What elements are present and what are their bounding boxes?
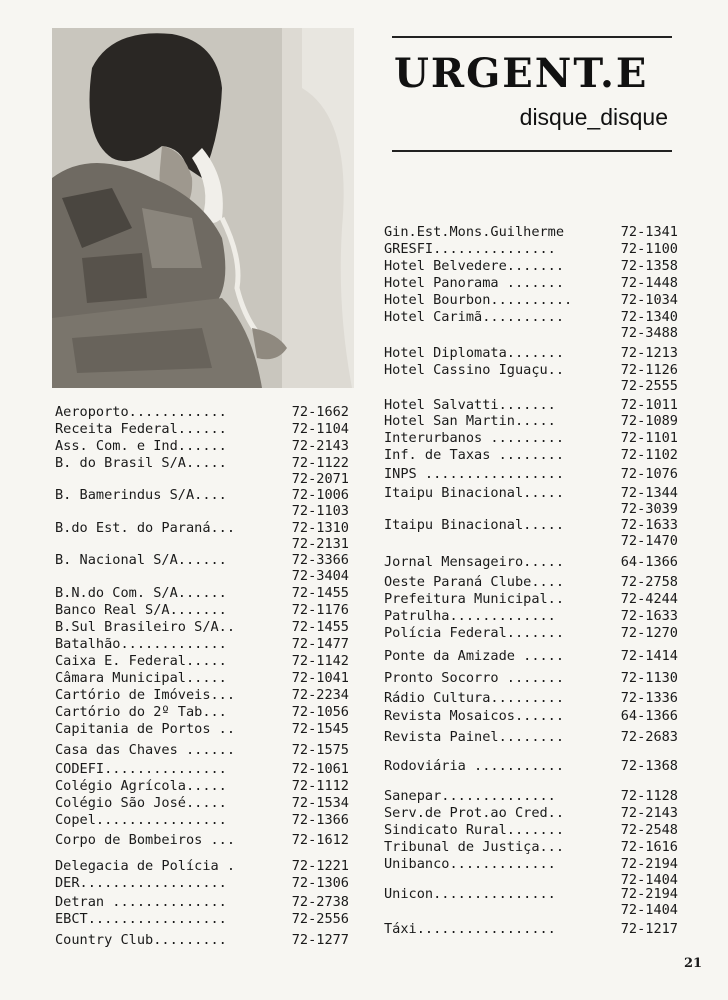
directory-entry — [384, 517, 678, 533]
entry-name: Patrulha............. — [384, 608, 556, 624]
entry-phone: 72-1213 — [620, 345, 678, 361]
entry-name: Ponte da Amizade ..... — [384, 648, 565, 664]
entry-phone: 72-1221 — [291, 858, 349, 874]
directory-entry — [55, 552, 349, 568]
entry-name: Hotel San Martin..... — [384, 413, 556, 429]
entry-name: Gin.Est.Mons.Guilherme — [384, 224, 565, 240]
directory-entry — [384, 648, 678, 664]
directory-entry — [384, 670, 678, 686]
entry-phone: 72-1612 — [291, 832, 349, 848]
directory-entry — [55, 619, 349, 635]
directory-entry — [384, 805, 678, 821]
entry-name: DER.................. — [55, 875, 227, 891]
entry-name: Hotel Bourbon.......... — [384, 292, 573, 308]
entry-name: Banco Real S/A....... — [55, 602, 227, 618]
directory-entry-extra-phone — [384, 501, 678, 517]
entry-name: Unicon............... — [384, 886, 556, 902]
directory-entry — [384, 574, 678, 590]
page-subtitle: disque_disque — [519, 104, 668, 130]
entry-phone: 72-1477 — [291, 636, 349, 652]
entry-name: Delegacia de Polícia . — [55, 858, 236, 874]
entry-phone: 72-1056 — [291, 704, 349, 720]
entry-name: Táxi................. — [384, 921, 556, 937]
directory-entry — [384, 397, 678, 413]
entry-name: Tribunal de Justiça... — [384, 839, 565, 855]
entry-phone: 72-1662 — [291, 404, 349, 420]
entry-name: Sanepar.............. — [384, 788, 556, 804]
directory-entry — [55, 894, 349, 910]
directory-entry — [384, 608, 678, 624]
entry-name: Rádio Cultura......... — [384, 690, 565, 706]
entry-phone: 72-1011 — [620, 397, 678, 413]
page-number: 21 — [684, 956, 703, 971]
directory-entry — [384, 485, 678, 501]
entry-name: Sindicato Rural....... — [384, 822, 565, 838]
entry-phone: 72-2758 — [620, 574, 678, 590]
entry-phone: 72-1101 — [620, 430, 678, 446]
directory-entry — [55, 911, 349, 927]
directory-entry — [55, 721, 349, 737]
entry-phone: 72-2555 — [620, 378, 678, 394]
directory-entry-extra-phone — [384, 378, 678, 394]
entry-phone: 72-1455 — [291, 585, 349, 601]
entry-name: Caixa E. Federal..... — [55, 653, 227, 669]
entry-phone: 72-2234 — [291, 687, 349, 703]
directory-entry — [384, 466, 678, 482]
entry-name: GRESFI............... — [384, 241, 556, 257]
entry-phone: 72-3366 — [291, 552, 349, 568]
entry-name: Revista Painel........ — [384, 729, 565, 745]
entry-name: Hotel Salvatti....... — [384, 397, 556, 413]
directory-entry-extra-phone — [384, 325, 678, 341]
entry-name: B.do Est. do Paraná... — [55, 520, 236, 536]
directory-entry — [384, 591, 678, 607]
entry-phone: 72-1126 — [620, 362, 678, 378]
directory-entry — [55, 795, 349, 811]
entry-name: B. Bamerindus S/A.... — [55, 487, 227, 503]
entry-name: Country Club......... — [55, 932, 227, 948]
directory-entry — [55, 636, 349, 652]
entry-phone: 72-1034 — [620, 292, 678, 308]
directory-entry-extra-phone — [55, 471, 349, 487]
entry-phone: 72-1176 — [291, 602, 349, 618]
entry-name: CODEFI............... — [55, 761, 227, 777]
directory-entry — [384, 856, 678, 872]
entry-name: Itaipu Binacional..... — [384, 517, 565, 533]
entry-phone: 72-1130 — [620, 670, 678, 686]
entry-name: Unibanco............. — [384, 856, 556, 872]
entry-phone: 72-1341 — [620, 224, 678, 240]
entry-name: Corpo de Bombeiros ... — [55, 832, 236, 848]
entry-phone: 72-1100 — [620, 241, 678, 257]
entry-phone: 72-1310 — [291, 520, 349, 536]
entry-name: Colégio Agrícola..... — [55, 778, 227, 794]
entry-name: Rodoviária ........... — [384, 758, 565, 774]
directory-entry — [384, 708, 678, 724]
entry-name: Aeroporto............ — [55, 404, 227, 420]
directory-entry — [55, 704, 349, 720]
directory-entry — [384, 430, 678, 446]
directory-entry — [384, 886, 678, 902]
directory-entry — [384, 292, 678, 308]
header-bottom-rule — [392, 150, 672, 152]
entry-phone: 64-1366 — [620, 708, 678, 724]
entry-name: Colégio São José..... — [55, 795, 227, 811]
header-top-rule — [392, 36, 672, 38]
entry-phone: 72-1122 — [291, 455, 349, 471]
directory-entry — [55, 687, 349, 703]
directory-entry-extra-phone — [384, 533, 678, 549]
entry-phone: 72-1089 — [620, 413, 678, 429]
entry-name: Pronto Socorro ....... — [384, 670, 565, 686]
directory-entry — [384, 625, 678, 641]
entry-phone: 72-1633 — [620, 517, 678, 533]
entry-name: Detran .............. — [55, 894, 227, 910]
entry-phone: 72-1633 — [620, 608, 678, 624]
directory-entry-extra-phone — [55, 568, 349, 584]
entry-name: Prefeitura Municipal.. — [384, 591, 565, 607]
directory-entry — [55, 742, 349, 758]
child-on-phone-photo — [52, 28, 354, 388]
directory-entry — [55, 520, 349, 536]
directory-entry — [384, 788, 678, 804]
directory-entry — [55, 858, 349, 874]
entry-name: Hotel Carimã.......... — [384, 309, 565, 325]
entry-phone: 72-1616 — [620, 839, 678, 855]
directory-entry — [384, 241, 678, 257]
entry-phone: 72-1545 — [291, 721, 349, 737]
entry-phone: 72-1006 — [291, 487, 349, 503]
entry-name: Inf. de Taxas ........ — [384, 447, 565, 463]
directory-entry — [55, 778, 349, 794]
directory-entry — [384, 729, 678, 745]
entry-name: Copel................ — [55, 812, 227, 828]
entry-phone: 72-1470 — [620, 533, 678, 549]
page-title: URGENT.E — [394, 50, 649, 97]
entry-phone: 72-1128 — [620, 788, 678, 804]
directory-entry — [384, 822, 678, 838]
entry-phone: 72-1076 — [620, 466, 678, 482]
entry-phone: 72-2143 — [291, 438, 349, 454]
entry-phone: 72-1041 — [291, 670, 349, 686]
directory-entry-extra-phone — [55, 536, 349, 552]
directory-entry — [384, 413, 678, 429]
directory-entry — [384, 447, 678, 463]
entry-name: Capitania de Portos .. — [55, 721, 236, 737]
directory-entry — [55, 602, 349, 618]
entry-name: Hotel Panorama ....... — [384, 275, 565, 291]
directory-entry — [384, 690, 678, 706]
entry-phone: 72-2194 — [620, 856, 678, 872]
entry-phone: 72-1344 — [620, 485, 678, 501]
directory-entry — [384, 224, 678, 240]
directory-entry — [55, 812, 349, 828]
entry-name: Revista Mosaicos...... — [384, 708, 565, 724]
directory-entry — [384, 309, 678, 325]
entry-phone: 72-1103 — [291, 503, 349, 519]
entry-phone: 72-1270 — [620, 625, 678, 641]
entry-phone: 72-1404 — [620, 902, 678, 918]
entry-name: Hotel Diplomata....... — [384, 345, 565, 361]
entry-phone: 72-1414 — [620, 648, 678, 664]
entry-phone: 72-1366 — [291, 812, 349, 828]
entry-phone: 72-1277 — [291, 932, 349, 948]
directory-entry — [384, 345, 678, 361]
directory-entry — [55, 421, 349, 437]
entry-name: Ass. Com. e Ind...... — [55, 438, 227, 454]
entry-phone: 72-1104 — [291, 421, 349, 437]
entry-name: Interurbanos ......... — [384, 430, 565, 446]
entry-name: Cartório de Imóveis... — [55, 687, 236, 703]
entry-phone: 64-1366 — [620, 554, 678, 570]
entry-name: Polícia Federal....... — [384, 625, 565, 641]
directory-entry — [55, 585, 349, 601]
entry-phone: 72-3488 — [620, 325, 678, 341]
entry-phone: 72-1575 — [291, 742, 349, 758]
entry-name: B.Sul Brasileiro S/A.. — [55, 619, 236, 635]
entry-phone: 72-1112 — [291, 778, 349, 794]
directory-entry — [55, 832, 349, 848]
directory-entry — [55, 487, 349, 503]
entry-phone: 72-2143 — [620, 805, 678, 821]
directory-entry — [55, 438, 349, 454]
entry-name: Jornal Mensageiro..... — [384, 554, 565, 570]
entry-phone: 72-1142 — [291, 653, 349, 669]
entry-phone: 72-1102 — [620, 447, 678, 463]
entry-name: Serv.de Prot.ao Cred.. — [384, 805, 565, 821]
entry-phone: 72-2683 — [620, 729, 678, 745]
entry-phone: 72-4244 — [620, 591, 678, 607]
entry-name: B. Nacional S/A...... — [55, 552, 227, 568]
entry-name: Câmara Municipal..... — [55, 670, 227, 686]
directory-entry — [55, 875, 349, 891]
entry-name: Batalhão............. — [55, 636, 227, 652]
directory-entry — [55, 455, 349, 471]
entry-phone: 72-2131 — [291, 536, 349, 552]
directory-entry — [384, 275, 678, 291]
directory-entry — [55, 761, 349, 777]
entry-phone: 72-1534 — [291, 795, 349, 811]
entry-phone: 72-2194 — [620, 886, 678, 902]
directory-entry — [384, 258, 678, 274]
directory-entry — [55, 670, 349, 686]
entry-phone: 72-2556 — [291, 911, 349, 927]
entry-phone: 72-1306 — [291, 875, 349, 891]
entry-name: B. do Brasil S/A..... — [55, 455, 227, 471]
directory-entry-extra-phone — [55, 503, 349, 519]
entry-name: Receita Federal...... — [55, 421, 227, 437]
entry-phone: 72-1455 — [291, 619, 349, 635]
entry-phone: 72-1340 — [620, 309, 678, 325]
entry-phone: 72-1336 — [620, 690, 678, 706]
directory-entry — [55, 653, 349, 669]
entry-phone: 72-2548 — [620, 822, 678, 838]
entry-phone: 72-3039 — [620, 501, 678, 517]
entry-name: B.N.do Com. S/A...... — [55, 585, 227, 601]
entry-name: Cartório do 2º Tab... — [55, 704, 227, 720]
entry-phone: 72-1448 — [620, 275, 678, 291]
entry-name: Itaipu Binacional..... — [384, 485, 565, 501]
directory-entry — [384, 554, 678, 570]
entry-phone: 72-2738 — [291, 894, 349, 910]
entry-name: Oeste Paraná Clube.... — [384, 574, 565, 590]
entry-phone: 72-1368 — [620, 758, 678, 774]
entry-phone: 72-1358 — [620, 258, 678, 274]
entry-name: Hotel Belvedere....... — [384, 258, 565, 274]
entry-name: Hotel Cassino Iguaçu.. — [384, 362, 565, 378]
directory-entry-extra-phone — [384, 902, 678, 918]
directory-entry — [55, 932, 349, 948]
entry-phone: 72-1217 — [620, 921, 678, 937]
entry-phone: 72-2071 — [291, 471, 349, 487]
entry-name: Casa das Chaves ...... — [55, 742, 236, 758]
entry-name: EBCT................. — [55, 911, 227, 927]
entry-phone: 72-1404 — [620, 872, 678, 888]
entry-phone: 72-1061 — [291, 761, 349, 777]
directory-entry — [384, 758, 678, 774]
directory-entry — [55, 404, 349, 420]
directory-entry — [384, 921, 678, 937]
directory-entry — [384, 839, 678, 855]
entry-phone: 72-3404 — [291, 568, 349, 584]
directory-entry — [384, 362, 678, 378]
entry-name: INPS ................. — [384, 466, 565, 482]
